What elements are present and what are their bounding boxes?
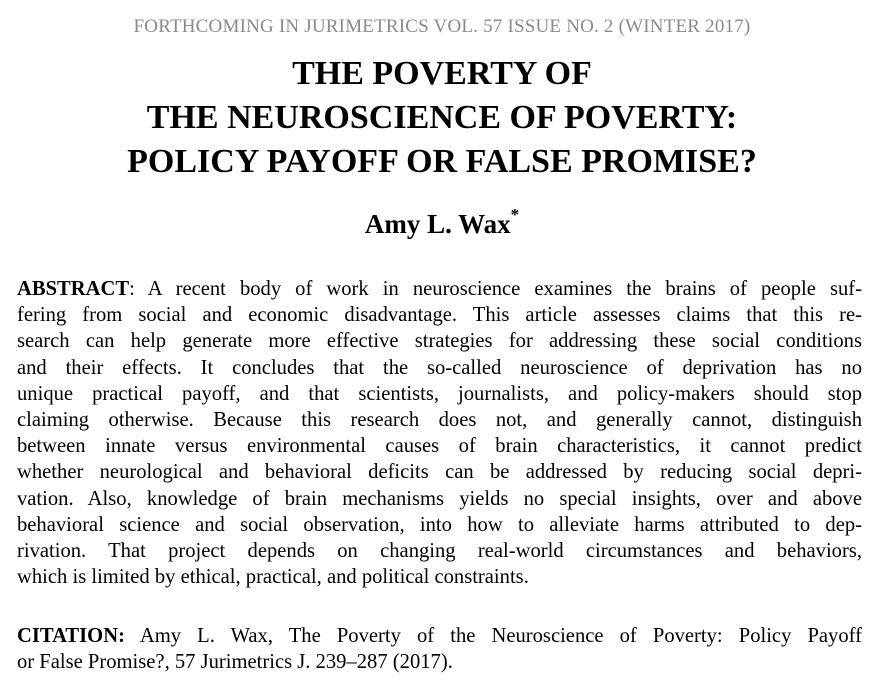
- running-head: FORTHCOMING IN JURIMETRICS VOL. 57 ISSUE NO. 2 (WINTER 2017): [133, 16, 751, 37]
- title-line: THE POVERTY OF: [292, 55, 592, 92]
- citation-text: Amy L. Wax, The Poverty of the Neuroscience of Poverty: Policy Payoff: [124, 625, 862, 647]
- abstract-line: and their effects. It concludes that the so-called neuroscience of deprivation has no: [17, 356, 862, 379]
- author-line: [0, 205, 884, 240]
- citation: [17, 623, 862, 675]
- abstract-line: rivation. That project depends on changing real-world circumstances and behaviors,: [17, 540, 862, 563]
- abstract-line: whether neurological and behavioral deficits can be addressed by reducing social depri-: [17, 461, 862, 484]
- citation-label: CITATION:: [17, 625, 125, 647]
- abstract: [17, 276, 862, 590]
- author-footnote-mark: *: [510, 205, 520, 224]
- paper-title: [0, 52, 884, 184]
- citation-line: or False Promise?, 57 Jurimetrics J. 239–287 (2017).: [17, 651, 453, 674]
- title-line: POLICY PAYOFF OR FALSE PROMISE?: [127, 143, 757, 180]
- abstract-label: ABSTRACT: [17, 278, 130, 300]
- abstract-line: which is limited by ethical, practical, and political constraints.: [17, 566, 529, 589]
- abstract-line: unique practical payoff, and that scientists, journalists, and policy-makers should stop: [17, 382, 862, 405]
- abstract-line: behavioral science and social observation, into how to alleviate harms attributed to dep-: [17, 513, 862, 536]
- abstract-line: search can help generate more effective strategies for addressing these social conditions: [17, 330, 862, 353]
- abstract-text: : A recent body of work in neuroscience examines the brains of people suf-: [129, 278, 862, 300]
- abstract-line: [17, 276, 862, 302]
- abstract-line: between innate versus environmental causes of brain characteristics, it cannot predict: [17, 435, 862, 458]
- author-name: Amy L. Wax: [364, 209, 511, 239]
- abstract-line: claiming otherwise. Because this research does not, and generally cannot, distinguish: [17, 409, 862, 432]
- abstract-line: fering from social and economic disadvantage. This article assesses claims that this re-: [17, 304, 862, 327]
- title-line: THE NEUROSCIENCE OF POVERTY:: [146, 99, 738, 136]
- abstract-line: vation. Also, knowledge of brain mechanisms yields no special insights, over and above: [17, 487, 862, 510]
- citation-line: [17, 623, 862, 649]
